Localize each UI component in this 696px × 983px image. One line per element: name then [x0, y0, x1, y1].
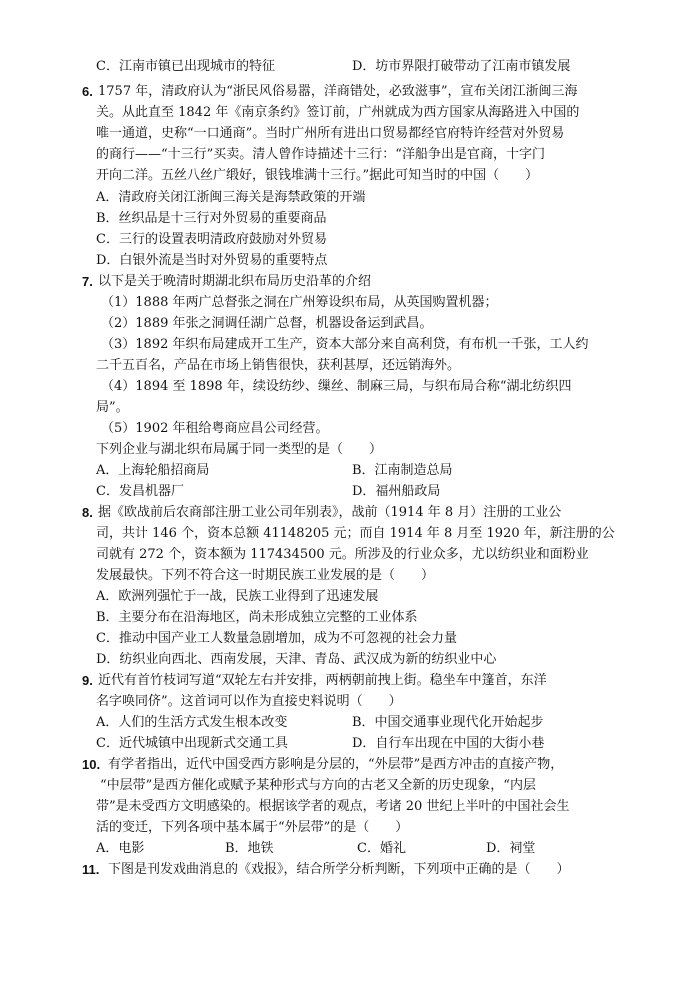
- question-number: 8.: [82, 505, 93, 520]
- option-c[interactable]: C．近代城镇中出现新式交通工具: [96, 736, 288, 751]
- question-stem-line: 关。从此直至 1842 年《南京条约》签订前，广州就成为西方国家从海路进入中国的: [96, 105, 580, 120]
- question-stem-line: “中层带”是西方催化或赋予某种形式与方向的古老又全新的历史现象，“内层: [100, 778, 536, 793]
- question-stem-line: 近代有首竹枝词写道“双轮左右并安排，两柄朝前拽上街。稳坐车中篷首，东洋: [98, 673, 547, 688]
- question-prompt: 下列企业与湖北织布局属于同一类型的是（ ）: [96, 442, 383, 457]
- option-a[interactable]: A．人们的生活方式发生根本改变: [96, 715, 288, 730]
- option-d[interactable]: D．坊市界限打破带动了江南市镇发展: [352, 59, 571, 74]
- question-stem-line: 有学者指出，近代中国受西方影响是分层的，“外层带”是西方冲击的直接产物，: [108, 757, 564, 772]
- question-stem-line: 活的变迁，下列各项中基本属于“外层带”的是（ ）: [96, 820, 409, 835]
- question-number: 10.: [82, 757, 101, 772]
- history-item: （4）1894 至 1898 年，续设纺纱、缫丝、制麻三局，与织布局合称“湖北纺织四: [101, 379, 572, 394]
- history-item-cont: 局”。: [96, 400, 129, 415]
- option-a[interactable]: A．电影: [96, 841, 145, 856]
- question-stem: 以下是关于晚清时期湖北织布局历史沿革的介绍: [98, 274, 372, 289]
- question-stem-line: 据《欧战前后农商部注册工业公司年别表》，战前（1914 年 8 月）注册的工业公: [98, 505, 562, 520]
- question-stem-line: 司就有 272 个，资本额为 117434500 元。所涉及的行业众多，尤以纺织业和面粉业: [96, 547, 589, 562]
- option-b[interactable]: B．丝织品是十三行对外贸易的重要商品: [96, 211, 327, 226]
- question-stem: 下图是刊发戏曲消息的《戏报》，结合所学分析判断，下列项中正确的是（ ）: [108, 862, 570, 877]
- option-c[interactable]: C．三行的设置表明清政府鼓励对外贸易: [96, 232, 327, 247]
- option-b[interactable]: B．江南制造总局: [352, 463, 453, 478]
- option-d[interactable]: D．白银外流是当时对外贸易的重要特点: [96, 253, 328, 268]
- history-item-cont: 二千五百名，产品在市场上销售很快，获利甚厚，还远销海外。: [96, 358, 461, 373]
- question-stem-line: 名字唤同侪”。这首词可以作为直接史料说明（ ）: [96, 694, 402, 709]
- option-c[interactable]: C．江南市镇已出现城市的特征: [96, 59, 275, 74]
- option-b[interactable]: B．地铁: [225, 841, 274, 856]
- question-stem-line: 带”是未受西方文明感染的。根据该学者的观点，考诸 20 世纪上半叶的中国社会生: [96, 799, 570, 814]
- history-item: （5）1902 年租给粤商应昌公司经营。: [101, 421, 329, 436]
- question-number: 6.: [82, 84, 93, 99]
- question-number: 9.: [82, 673, 93, 688]
- question-stem-line: 的商行——“十三行”买卖。清人曾作诗描述十三行：“洋船争出是官商，十字门: [96, 147, 545, 162]
- option-d[interactable]: D．福州船政局: [352, 484, 441, 499]
- option-a[interactable]: A．上海轮船招商局: [96, 463, 210, 478]
- option-d[interactable]: D．自行车出现在中国的大街小巷: [352, 736, 545, 751]
- question-stem-line: 司，共计 146 个，资本总额 41148205 元；而自 1914 年 8 月至 1920 年，新注册的公: [96, 526, 615, 541]
- option-c[interactable]: C．发昌机器厂: [96, 484, 184, 499]
- option-a[interactable]: A．清政府关闭江浙闽三海关是海禁政策的开端: [96, 190, 366, 205]
- question-number: 11.: [82, 862, 100, 877]
- option-d[interactable]: D．纺织业向西北、西南发展，天津、青岛、武汉成为新的纺织业中心: [96, 652, 497, 667]
- question-number: 7.: [82, 274, 93, 289]
- question-stem-line: 开向二洋。五丝八丝广缎好，银钱堆满十三行。”据此可知当时的中国（ ）: [96, 168, 539, 183]
- option-b[interactable]: B．中国交通事业现代化开始起步: [352, 715, 544, 730]
- option-c[interactable]: C．推动中国产业工人数量急剧增加，成为不可忽视的社会力量: [96, 631, 457, 646]
- question-stem-line: 发展最快。下列不符合这一时期民族工业发展的是（ ）: [96, 568, 435, 583]
- question-stem-line: 唯一通道，史称“一口通商”。当时广州所有进出口贸易都经官府特许经营对外贸易: [96, 126, 565, 141]
- history-item: （3）1892 年织布局建成开工生产，资本大部分来自高利贷，有布机一千张，工人约: [101, 337, 589, 352]
- option-d[interactable]: D．祠堂: [486, 841, 536, 856]
- option-b[interactable]: B．主要分布在沿海地区，尚未形成独立完整的工业体系: [96, 610, 418, 625]
- question-stem-line: 1757 年，清政府认为“浙民风俗易嚣，洋商错处，必致滋事”，宣布关闭江浙闽三海: [98, 84, 578, 99]
- option-c[interactable]: C．婚礼: [357, 841, 406, 856]
- history-item: （1）1888 年两广总督张之洞在广州筹设织布局，从英国购置机器；: [101, 295, 498, 310]
- history-item: （2）1889 年张之洞调任湖广总督，机器设备运到武昌。: [101, 316, 433, 331]
- option-a[interactable]: A．欧洲列强忙于一战，民族工业得到了迅速发展: [96, 589, 379, 604]
